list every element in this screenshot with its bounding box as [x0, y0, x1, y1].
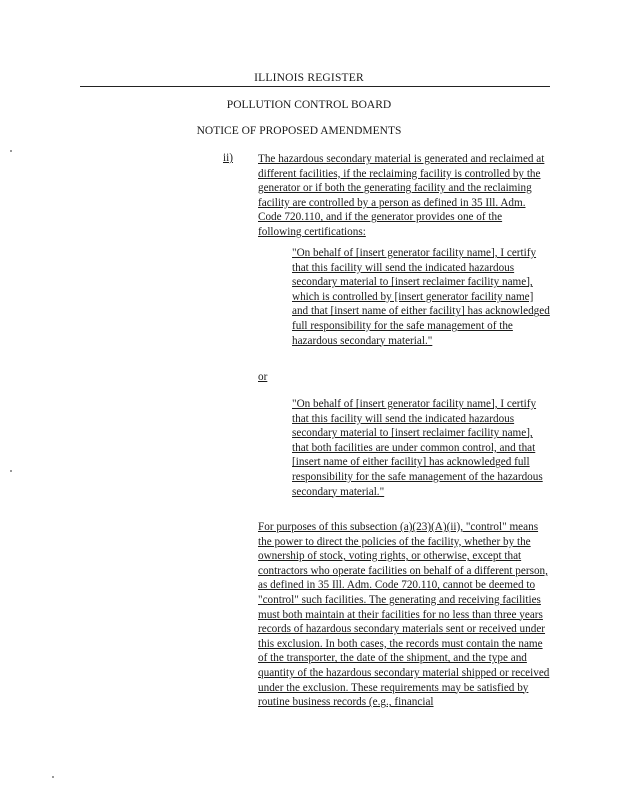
header-rule [80, 86, 550, 87]
register-header: ILLINOIS REGISTER [254, 72, 364, 84]
item-label: ii) [223, 152, 233, 164]
notice-title: NOTICE OF PROPOSED AMENDMENTS [196, 125, 402, 137]
scan-speck [10, 150, 12, 152]
or-label: or [258, 371, 268, 383]
scan-speck [52, 776, 54, 778]
scan-speck [10, 470, 12, 472]
paragraph-control-definition: For purposes of this subsection (a)(23)(A)(ii), "control" means the power to direct the policies of the facility, whether by the ownership of stock, voting rights, or otherwise, except that contractors who operate facilities on behalf of a different person, as defined in 35 Ill. Adm. Code 720.110, cannot be deemed to "control" such facilities. The generating and receiving facilities must both maintain at their facilities for no less than three years records of hazardous secondary materials sent or received under this exclusion. In both cases, the records must contain the name of the transporter, the date of the shipment, and the type and quantity of the hazardous secondary material shipped or received under the exclusion. These requirements may be satisfied by routine business records (e.g., financial [258, 521, 550, 709]
certification-quote-1: "On behalf of [insert generator facility name], I certify that this facility will send the indicated hazardous secondary material to [insert reclaimer facility name], which is controlled by [insert generator facility name] and that [insert name of either facility] has acknowledged full responsibility for the safe management of the hazardous secondary material." [292, 247, 550, 347]
paragraph-intro: The hazardous secondary material is generated and reclaimed at different facilities, if the reclaiming facility is controlled by the generator or if both the generating facility and the reclaiming facility are controlled by a person as defined in 35 Ill. Adm. Code 720.110, and if the generator provides one of the following certifications: [258, 153, 545, 238]
certification-quote-2: "On behalf of [insert generator facility name], I certify that this facility will send the indicated hazardous secondary material to [insert reclaimer facility name], that both facilities are under common control, and that [insert name of either facility] has acknowledged full responsibility for the safe management of the hazardous secondary material." [292, 398, 543, 498]
board-title: POLLUTION CONTROL BOARD [226, 99, 392, 111]
